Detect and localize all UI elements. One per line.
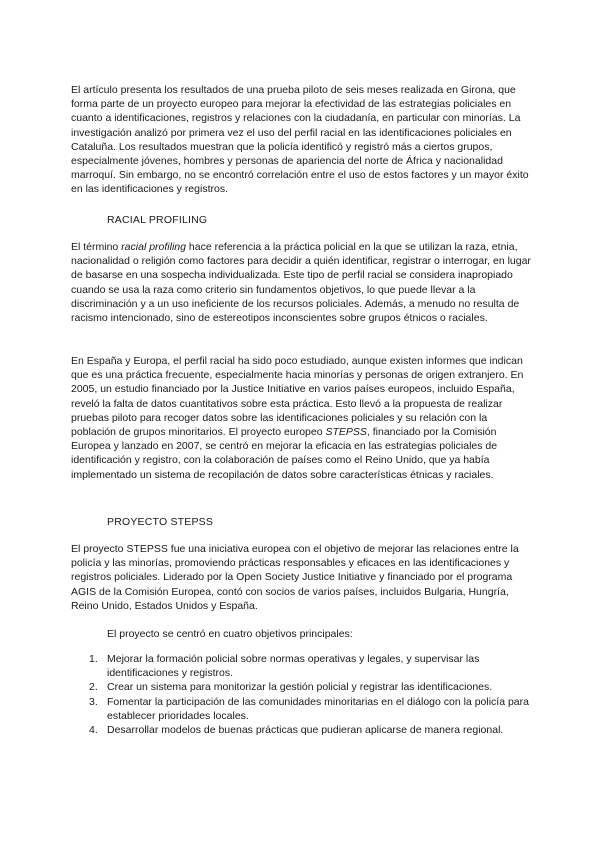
list-item-text: Crear un sistema para monitorizar la gestión policial y registrar las identificaciones. bbox=[107, 681, 493, 694]
list-item-number: 2. bbox=[89, 681, 98, 694]
list-item bbox=[71, 680, 531, 694]
paragraph-text: hace referencia a la práctica policial en la que se utilizan la raza, etnia, nacionalidad o religión como factores para decidir a quién identificar, registrar o interrogar, en lugar de basarse en una sospecha individualizada. Este tipo de perfil racial se considera inapropiado cuando se usa la raza como criterio sin fundamentos objetivos, lo que puede llevar a la discriminación y a un uso ineficiente de los recursos policiales. Además, a menudo no resulta de racismo intencionado, sino de estereotipos inconscientes sobre grupos étnicos o raciales. bbox=[71, 241, 531, 325]
paragraph-text: En España y Europa, el perfil racial ha sido poco estudiado, aunque existen informes que indican que es una práctica frecuente, especialmente hacia minorías y personas de origen extranjero. En 2005, un estudio financiado por la Justice Initiative en varios países europeos, incluido España, reveló la falta de datos cuantitativos sobre esta práctica. Esto llevó a la propuesta de realizar pruebas piloto para recoger datos sobre las identificaciones policiales y su relación con la población de grupos minoritarios. El proyecto europeo bbox=[71, 355, 524, 439]
list-item-text: Mejorar la formación policial sobre normas operativas y legales, y supervisar las identificaciones y registros. bbox=[107, 653, 480, 680]
list-item bbox=[71, 723, 531, 737]
section-heading-proyecto-stepss: PROYECTO STEPSS bbox=[107, 516, 214, 528]
objectives-list bbox=[71, 652, 531, 737]
list-item-text: Desarrollar modelos de buenas prácticas que pudieran aplicarse de manera regional. bbox=[107, 724, 504, 737]
section-heading-racial-profiling: RACIAL PROFILING bbox=[107, 214, 208, 226]
paragraph-text: , financiado por la Comisión Europea y lanzado en 2007, se centró en mejorar la eficacia en las estrategias policiales de identificación y registro, con la colaboración de países como el Reino Unido, que ya había implementado un sistema de recopilación de datos sobre características étnicas y raciales. bbox=[71, 426, 498, 481]
list-item-number: 3. bbox=[89, 695, 98, 708]
objectives-intro: El proyecto se centró en cuatro objetivos principales: bbox=[107, 628, 353, 640]
racial-profiling-paragraph-2 bbox=[71, 354, 531, 482]
stepss-paragraph: El proyecto STEPSS fue una iniciativa europea con el objetivo de mejorar las relaciones entre la policía y las minorías, promoviendo prácticas responsables y eficaces en las identificaciones y registros policiales. Liderado por la Open Society Justice Initiative y financiado por el programa AGIS de la Comisión Europea, contó con socios de varios países, incluidos Bulgaria, Hungría, Reino Unido, Estados Unidos y España. bbox=[71, 543, 519, 612]
list-item-number: 1. bbox=[89, 653, 98, 665]
list-item bbox=[71, 652, 531, 680]
list-item-number: 4. bbox=[89, 724, 98, 737]
term-racial-profiling: racial profiling bbox=[121, 241, 186, 253]
term-stepss: STEPSS bbox=[325, 426, 367, 439]
racial-profiling-paragraph-1 bbox=[71, 240, 531, 325]
paragraph-text: El término bbox=[71, 241, 122, 253]
abstract-paragraph: El artículo presenta los resultados de una prueba piloto de seis meses realizada en Girona, que forma parte de un proyecto europeo para mejorar la efectividad de las estrategias policiales en cuanto a identificaciones, registros y relaciones con la ciudadanía, en particular con minorías. La investigación analizó por primera vez el uso del perfil racial en las identificaciones policiales en Cataluña. Los resultados muestran que la policía identificó y registró más a ciertos grupos, especialmente jóvenes, hombres y personas de apariencia del norte de África y nacionalidad marroquí. Sin embargo, no se encontró correlación entre el uso de estos factores y un mayor éxito en las identificaciones y registros. bbox=[71, 84, 529, 196]
list-item bbox=[71, 695, 531, 723]
list-item-text: Fomentar la participación de las comunidades minoritarias en el diálogo con la policía para establecer prioridades locales. bbox=[107, 695, 529, 722]
